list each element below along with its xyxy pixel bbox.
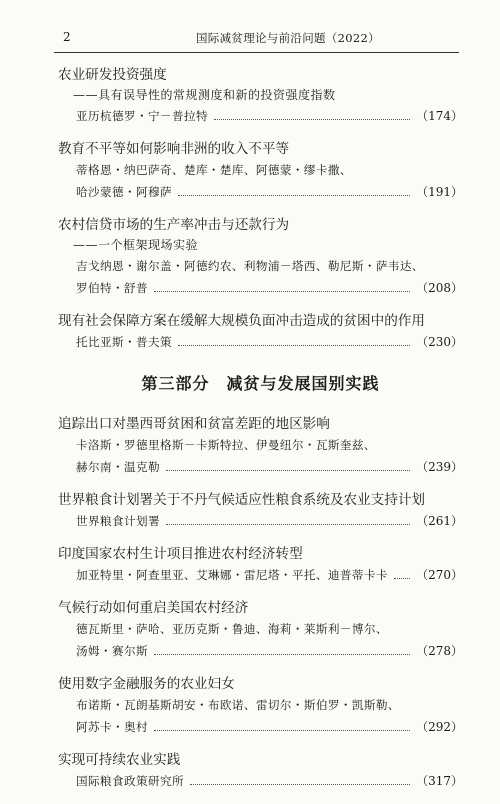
toc-page-number[interactable]: （278） <box>416 644 463 658</box>
toc-list-bottom <box>58 414 463 792</box>
toc-entry-authors: 国际粮食政策研究所 <box>76 774 184 788</box>
toc-list-top <box>58 65 463 353</box>
toc-entry-authors: 世界粮食计划署 <box>76 514 160 528</box>
toc-entry-title: 气候行动如何重启美国农村经济 <box>58 600 249 616</box>
part-heading: 第三部分 减贫与发展国别实践 <box>141 374 380 393</box>
dot-leader <box>154 291 410 292</box>
toc-entry[interactable] <box>58 674 463 738</box>
toc-entry-author-line <box>58 456 463 478</box>
toc-entry-subtitle: ——一个框架现场实验 <box>73 238 199 252</box>
toc-entry-author-line <box>58 181 463 203</box>
page-number: 2 <box>63 30 71 44</box>
toc-page-number[interactable]: （174） <box>416 109 463 123</box>
toc-entry-title: 教育不平等如何影响非洲的收入不平等 <box>58 141 290 157</box>
toc-entry-authors: 阿苏卡・奥村 <box>76 720 148 734</box>
dot-leader <box>190 784 410 785</box>
dot-leader <box>154 730 410 731</box>
toc-entry-title: 农业研发投资强度 <box>58 67 167 83</box>
toc-entry[interactable] <box>58 598 463 662</box>
toc-entry-author-line <box>58 564 463 586</box>
toc-entry-authors: 罗伯特・舒普 <box>76 281 148 295</box>
toc-entry-author-line <box>58 331 463 353</box>
toc-entry-author-line <box>58 716 463 738</box>
toc-entry-subtitle: ——具有误导性的常规测度和新的投资强度指数 <box>73 88 336 102</box>
toc-entry-title: 印度国家农村生计项目推进农村经济转型 <box>58 546 303 562</box>
toc-entry-authors: 加亚特里・阿查里亚、艾琳娜・雷尼塔・平托、迪普蒂卡卡 <box>76 568 388 582</box>
toc-entry-title: 农村信贷市场的生产率冲击与还款行为 <box>58 217 290 233</box>
toc-entry-title: 世界粮食计划署关于不丹气候适应性粮食系统及农业支持计划 <box>58 492 426 508</box>
toc-entry[interactable] <box>58 414 463 478</box>
toc-page-number[interactable]: （208） <box>416 281 463 295</box>
dot-leader <box>178 195 410 196</box>
toc-entry-author-line <box>58 105 463 127</box>
toc-entry-author-line <box>58 277 463 299</box>
toc-entry-authors: 汤姆・赛尔斯 <box>76 644 148 658</box>
toc-entry-author-line <box>58 640 463 662</box>
running-title: 国际减贫理论与前沿问题（2022） <box>196 31 380 45</box>
toc-entry-authors: 亚历杭德罗・宁－普拉特 <box>76 109 208 123</box>
toc-page-number[interactable]: （239） <box>416 460 463 474</box>
header-rule <box>54 52 459 53</box>
toc-entry-authors: 布诺斯・瓦朗基斯胡安・布欧诺、雷切尔・斯伯罗・凯斯勒、 <box>76 698 400 712</box>
dot-leader <box>166 470 410 471</box>
toc-entry-title: 实现可持续农业实践 <box>58 752 181 768</box>
toc-entry-title: 追踪出口对墨西哥贫困和贫富差距的地区影响 <box>58 416 330 432</box>
toc-entry-authors: 德瓦斯里・萨哈、亚历克斯・鲁迪、海莉・莱斯利－博尔、 <box>76 622 388 636</box>
toc-entry-authors: 蒂格恩・纳巴萨奇、楚库・楚库、阿德蒙・缪卡撒、 <box>76 163 352 177</box>
toc-entry[interactable] <box>58 215 463 299</box>
toc-entry-title: 现有社会保障方案在缓解大规模负面冲击造成的贫困中的作用 <box>58 313 426 329</box>
toc-entry-author-line <box>58 770 463 792</box>
toc-entry[interactable] <box>58 750 463 792</box>
toc-entry-authors: 托比亚斯・普夫策 <box>76 335 172 349</box>
table-of-contents <box>58 65 463 804</box>
dot-leader <box>154 654 410 655</box>
toc-page-number[interactable]: （270） <box>416 568 463 582</box>
page-header <box>0 0 500 50</box>
toc-page-number[interactable]: （230） <box>416 335 463 349</box>
toc-entry-authors: 赫尔南・温克勒 <box>76 460 160 474</box>
toc-page-number[interactable]: （292） <box>416 720 463 734</box>
toc-entry[interactable] <box>58 490 463 532</box>
toc-entry-authors: 哈沙蒙德・阿穆萨 <box>76 185 172 199</box>
toc-entry[interactable] <box>58 544 463 586</box>
dot-leader <box>166 524 410 525</box>
toc-entry-authors: 卡洛斯・罗德里格斯－卡斯特拉、伊曼纽尔・瓦斯奎兹、 <box>76 438 376 452</box>
toc-entry-title: 使用数字金融服务的农业妇女 <box>58 676 235 692</box>
dot-leader <box>214 119 410 120</box>
toc-entry-authors: 吉戈纳恩・谢尔盖・阿德约农、利物浦－塔西、勒尼斯・萨韦达、 <box>76 259 424 273</box>
toc-entry[interactable] <box>58 311 463 353</box>
toc-page-number[interactable]: （191） <box>416 185 463 199</box>
toc-page-number[interactable]: （317） <box>416 774 463 788</box>
toc-entry-author-line <box>58 510 463 532</box>
toc-page-number[interactable]: （261） <box>416 514 463 528</box>
toc-entry[interactable] <box>58 139 463 203</box>
toc-entry[interactable] <box>58 65 463 127</box>
dot-leader <box>394 578 410 579</box>
dot-leader <box>178 345 410 346</box>
